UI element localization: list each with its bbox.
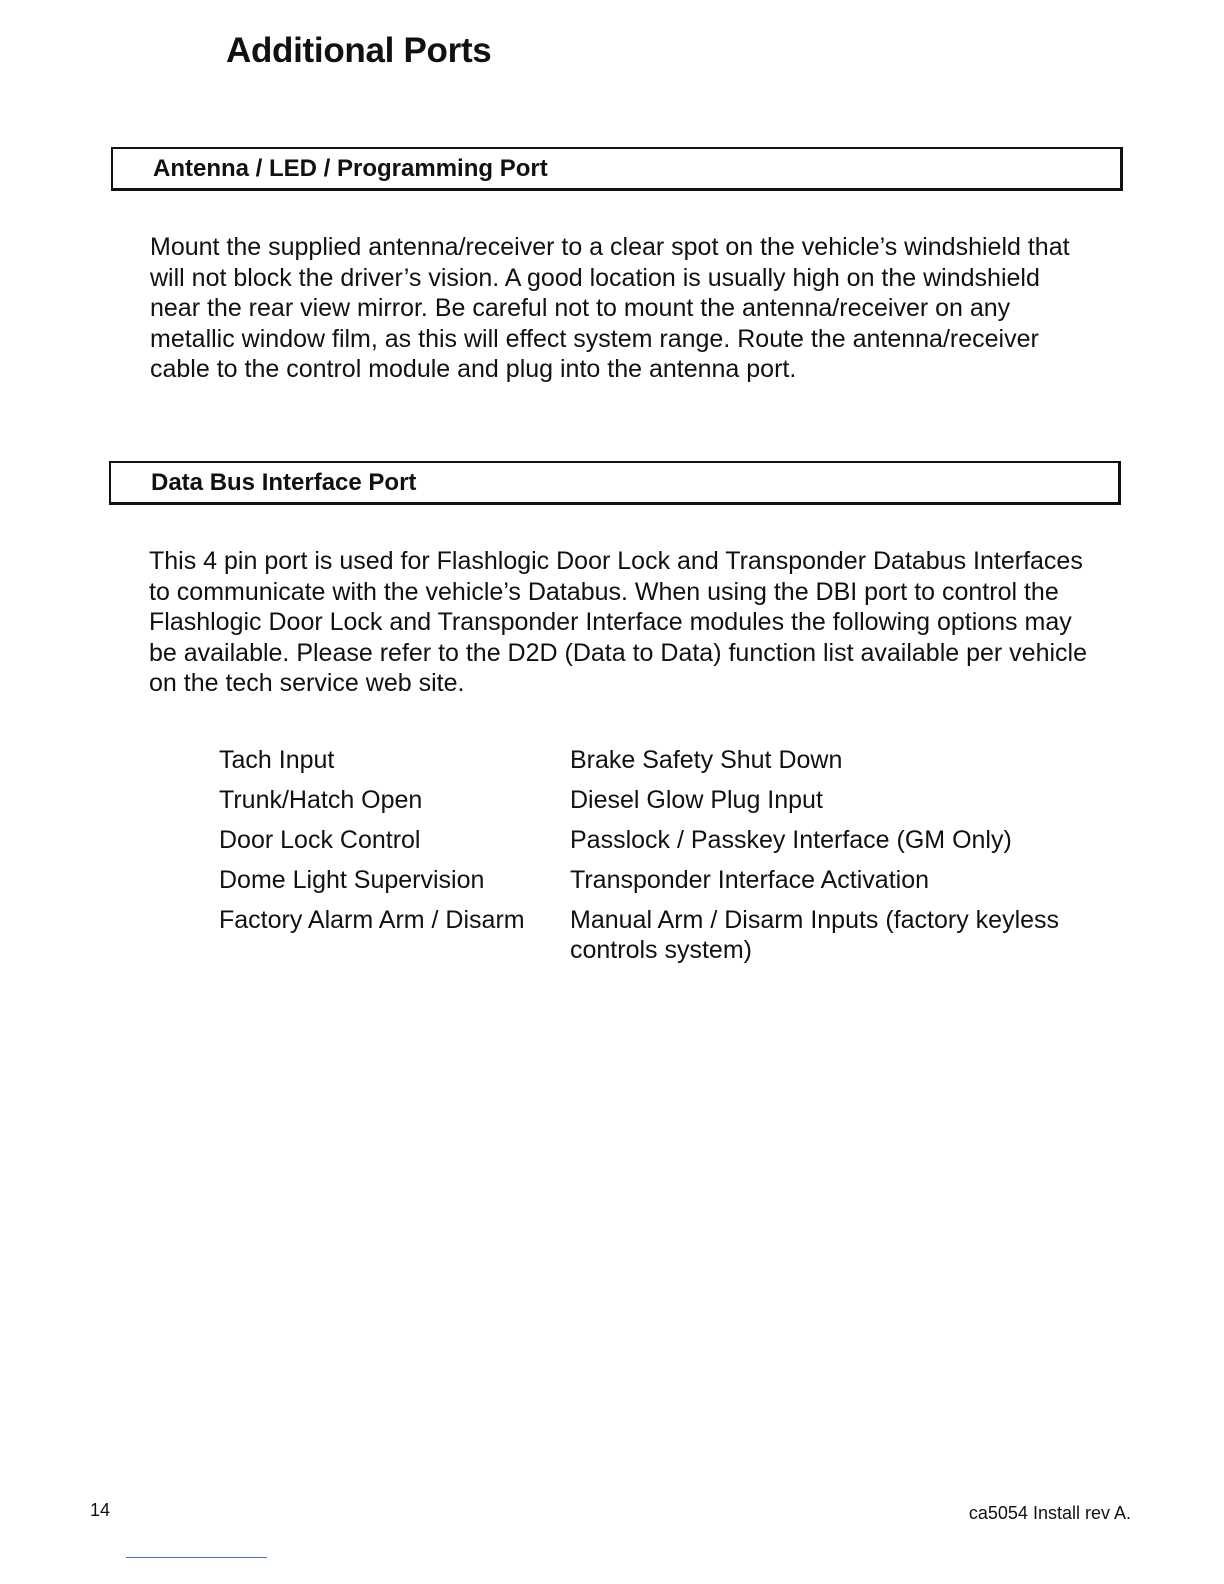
page-number: 14 bbox=[90, 1500, 111, 1520]
text-line: to communicate with the vehicle’s Databus. When using the DBI port to control the bbox=[149, 577, 1059, 606]
document-id: ca5054 Install rev A. bbox=[968, 1503, 1131, 1523]
option-item: Trunk/Hatch Open bbox=[219, 786, 423, 814]
section-heading: Data Bus Interface Port bbox=[151, 469, 417, 496]
footer-rule bbox=[126, 1557, 267, 1558]
option-row bbox=[219, 785, 1099, 815]
text-line: be available. Please refer to the D2D (Data to Data) function list available per vehicle bbox=[149, 638, 1088, 667]
option-row bbox=[219, 745, 1099, 775]
page-title: Additional Ports bbox=[226, 31, 492, 70]
option-item: Factory Alarm Arm / Disarm bbox=[219, 906, 525, 934]
text-line: will not block the driver’s vision. A good location is usually high on the windshield bbox=[150, 263, 1040, 292]
option-item: Door Lock Control bbox=[219, 826, 421, 854]
option-row bbox=[219, 825, 1099, 855]
section-heading: Antenna / LED / Programming Port bbox=[153, 155, 548, 182]
text-line: Mount the supplied antenna/receiver to a clear spot on the vehicle’s windshield that bbox=[150, 233, 1070, 261]
text-line: cable to the control module and plug into the antenna port. bbox=[150, 355, 797, 383]
section-header-antenna-port bbox=[111, 147, 1123, 191]
text-line: metallic window film, as this will effect system range. Route the antenna/receiver bbox=[150, 324, 1039, 353]
option-row bbox=[219, 905, 1099, 965]
option-item: Dome Light Supervision bbox=[219, 866, 485, 894]
text-line: on the tech service web site. bbox=[149, 669, 465, 697]
available-options-list bbox=[219, 745, 1099, 975]
text-line: This 4 pin port is used for Flashlogic Door Lock and Transponder Databus Interfaces bbox=[149, 547, 1083, 575]
option-item: Diesel Glow Plug Input bbox=[570, 786, 823, 814]
option-item: Passlock / Passkey Interface (GM Only) bbox=[570, 826, 1012, 854]
option-row bbox=[219, 865, 1099, 895]
option-item: Manual Arm / Disarm Inputs (factory keyless controls system) bbox=[570, 906, 1060, 964]
option-item: Brake Safety Shut Down bbox=[570, 746, 843, 774]
section-header-data-bus-port bbox=[109, 461, 1121, 505]
option-item: Transponder Interface Activation bbox=[570, 866, 929, 894]
text-line: Flashlogic Door Lock and Transponder Interface modules the following options may bbox=[149, 608, 1072, 636]
data-bus-port-description bbox=[149, 546, 1124, 699]
text-line: near the rear view mirror. Be careful not to mount the antenna/receiver on any bbox=[150, 294, 1011, 322]
option-item: Tach Input bbox=[219, 746, 335, 774]
antenna-port-description bbox=[150, 232, 1110, 385]
